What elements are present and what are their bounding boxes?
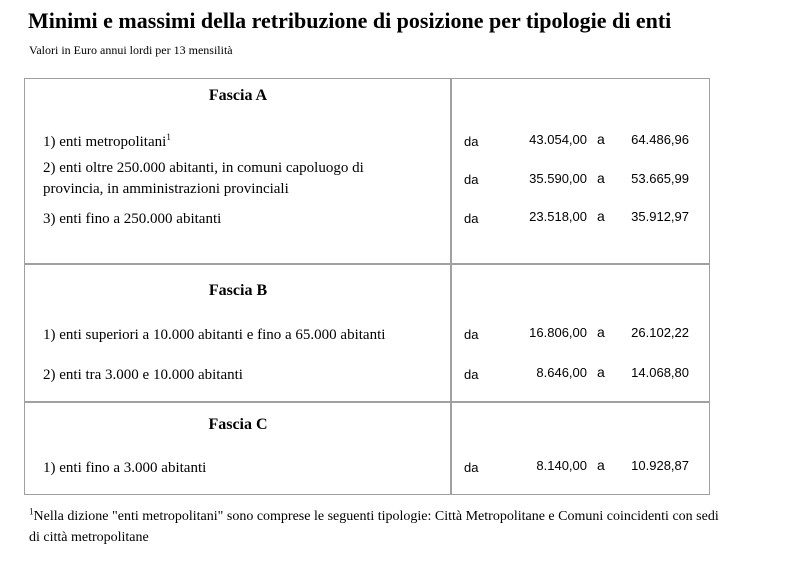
max-value: 14.068,80	[631, 365, 689, 380]
min-value: 16.806,00	[529, 325, 587, 340]
max-value: 64.486,96	[631, 132, 689, 147]
range-separator: a	[597, 324, 605, 340]
row-label: 2) enti oltre 250.000 abitanti, in comuni capoluogo di provincia, in amministrazioni provinciali	[43, 160, 364, 197]
footnote	[29, 506, 729, 548]
footnote-marker: 1	[29, 506, 34, 517]
band-title-fascia-c: Fascia C	[208, 416, 268, 433]
da-label: da	[464, 134, 479, 149]
range-separator: a	[597, 208, 605, 224]
da-label: da	[464, 327, 479, 342]
max-value: 53.665,99	[631, 171, 689, 186]
min-value: 43.054,00	[529, 132, 587, 147]
band-title-fascia-a: Fascia A	[208, 87, 268, 104]
max-value: 10.928,87	[631, 458, 689, 473]
row-label: 1) enti fino a 3.000 abitanti	[43, 460, 207, 476]
row-label: 3) enti fino a 250.000 abitanti	[43, 211, 222, 227]
range-separator: a	[597, 457, 605, 473]
row-label: 2) enti tra 3.000 e 10.000 abitanti	[43, 367, 243, 383]
page-title: Minimi e massimi della retribuzione di posizione per tipologie di enti	[28, 8, 672, 33]
range-separator: a	[597, 170, 605, 186]
max-value: 26.102,22	[631, 325, 689, 340]
footnote-ref: 1	[166, 132, 171, 142]
max-value: 35.912,97	[631, 209, 689, 224]
da-label: da	[464, 367, 479, 382]
min-value: 23.518,00	[529, 209, 587, 224]
row-label: 1) enti metropolitani$^1$	[43, 132, 171, 150]
da-label: da	[464, 172, 479, 187]
da-label: da	[464, 460, 479, 475]
page-subtitle: Valori in Euro annui lordi per 13 mensilità	[29, 43, 233, 57]
range-separator: a	[597, 131, 605, 147]
min-value: 35.590,00	[529, 171, 587, 186]
min-value: 8.140,00	[536, 458, 587, 473]
footnote-text: Nella dizione "enti metropolitani" sono comprese le seguenti tipologie: Città Metropolitane e Comuni coincidenti con sedi di città metropolitane	[29, 509, 719, 545]
row-label: 1) enti superiori a 10.000 abitanti e fino a 65.000 abitanti	[43, 327, 386, 343]
min-value: 8.646,00	[536, 365, 587, 380]
salary-table	[24, 78, 710, 495]
band-divider	[25, 263, 709, 265]
band-title-fascia-b: Fascia B	[208, 282, 268, 299]
range-separator: a	[597, 364, 605, 380]
da-label: da	[464, 211, 479, 226]
band-divider	[25, 401, 709, 403]
